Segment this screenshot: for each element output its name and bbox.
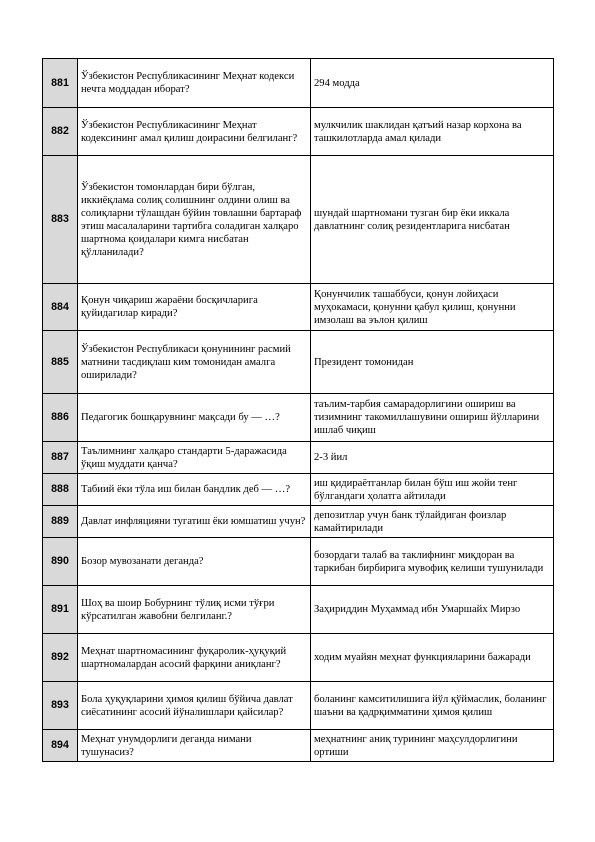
- question-text: Қонун чиқариш жараёни босқичларига қуйидагилар киради?: [78, 284, 311, 331]
- question-number: 894: [43, 730, 78, 762]
- question-text: Таълимнинг халқаро стандарти 5-даражасида ўқиш муддати қанча?: [78, 442, 311, 474]
- answer-text: 294 модда: [311, 59, 554, 108]
- question-text: Ўзбекистон Республикасининг Меҳнат кодекси нечта моддадан иборат?: [78, 59, 311, 108]
- answer-text: боланинг камситилишига йўл қўймаслик, боланинг шаъни ва қадрқимматини ҳимоя қилиш: [311, 682, 554, 730]
- question-text: Меҳнат шартномасининг фуқаролик-ҳуқуқий шартномалардан асосий фарқини аниқланг?: [78, 634, 311, 682]
- answer-text: бозордаги талаб ва таклифнинг миқдоран ва таркибан бирбирига мувофиқ келиши тушунилади: [311, 538, 554, 586]
- question-number: 887: [43, 442, 78, 474]
- table-row: [43, 331, 554, 394]
- question-text: Ўзбекистон томонлардан бири бўлган, иккиёқлама солиқ солишнинг олдини олиш ва солиқларни тўлашдан бўйин товлашни бартараф этиш масалаларини тартибга соладиган халқаро шартнома қоидалари кимга нисбатан қўлланилади?: [78, 156, 311, 284]
- table-row: [43, 538, 554, 586]
- question-number: 890: [43, 538, 78, 586]
- question-number: 883: [43, 156, 78, 284]
- question-number: 888: [43, 474, 78, 506]
- table-row: [43, 108, 554, 156]
- answer-text: ходим муайян меҳнат функцияларини бажаради: [311, 634, 554, 682]
- answer-text: таълим-тарбия самарадорлигини ошириш ва тизимнинг такомиллашувини ошириш йўлларини ишлаб чиқиш: [311, 394, 554, 442]
- answer-text: Президент томонидан: [311, 331, 554, 394]
- answer-text: депозитлар учун банк тўлайдиган фоизлар камайтирилади: [311, 506, 554, 538]
- table-row: [43, 442, 554, 474]
- answer-text: мулкчилик шаклидан қатъий назар корхона ва ташкилотларда амал қилади: [311, 108, 554, 156]
- answer-text: иш қидираётганлар билан бўш иш жойи тенг бўлгандаги ҳолатга айтилади: [311, 474, 554, 506]
- table-row: [43, 156, 554, 284]
- question-number: 891: [43, 586, 78, 634]
- question-text: Ўзбекистон Республикасининг Меҳнат кодексининг амал қилиш доирасини белгиланг?: [78, 108, 311, 156]
- question-text: Шоҳ ва шоир Бобурнинг тўлиқ исми тўғри кўрсатилган жавобни белгиланг.?: [78, 586, 311, 634]
- question-number: 881: [43, 59, 78, 108]
- answer-text: меҳнатнинг аниқ турининг маҳсулдорлигини ортиши: [311, 730, 554, 762]
- table-row: [43, 506, 554, 538]
- question-number: 885: [43, 331, 78, 394]
- table-row: [43, 59, 554, 108]
- question-number: 886: [43, 394, 78, 442]
- question-number: 892: [43, 634, 78, 682]
- question-text: Бозор мувозанати деганда?: [78, 538, 311, 586]
- table-row: [43, 634, 554, 682]
- table-row: [43, 730, 554, 762]
- question-number: 893: [43, 682, 78, 730]
- question-text: Меҳнат унумдорлиги деганда нимани тушунасиз?: [78, 730, 311, 762]
- answer-text: Қонунчилик ташаббуси, қонун лойиҳаси муҳокамаси, қонунни қабул қилиш, қонунни имзолаш ва эълон қилиш: [311, 284, 554, 331]
- questions-table: [42, 58, 554, 762]
- question-text: Табиий ёки тўла иш билан бандлик деб — …?: [78, 474, 311, 506]
- question-text: Бола ҳуқуқларини ҳимоя қилиш бўйича давлат сиёсатининг асосий йўналишлари қайсилар?: [78, 682, 311, 730]
- question-text: Давлат инфляцияни тугатиш ёки юмшатиш учун?: [78, 506, 311, 538]
- table-row: [43, 284, 554, 331]
- question-number: 884: [43, 284, 78, 331]
- question-text: Ўзбекистон Республикаси қонунининг расмий матнини тасдиқлаш ким томонидан амалга оширилади?: [78, 331, 311, 394]
- answer-text: 2-3 йил: [311, 442, 554, 474]
- table-row: [43, 682, 554, 730]
- answer-text: Заҳириддин Муҳаммад ибн Умаршайх Мирзо: [311, 586, 554, 634]
- table-row: [43, 394, 554, 442]
- question-number: 889: [43, 506, 78, 538]
- table-row: [43, 474, 554, 506]
- question-text: Педагогик бошқарувнинг мақсади бу — …?: [78, 394, 311, 442]
- table-row: [43, 586, 554, 634]
- question-number: 882: [43, 108, 78, 156]
- answer-text: шундай шартномани тузган бир ёки иккала давлатнинг солиқ резидентларига нисбатан: [311, 156, 554, 284]
